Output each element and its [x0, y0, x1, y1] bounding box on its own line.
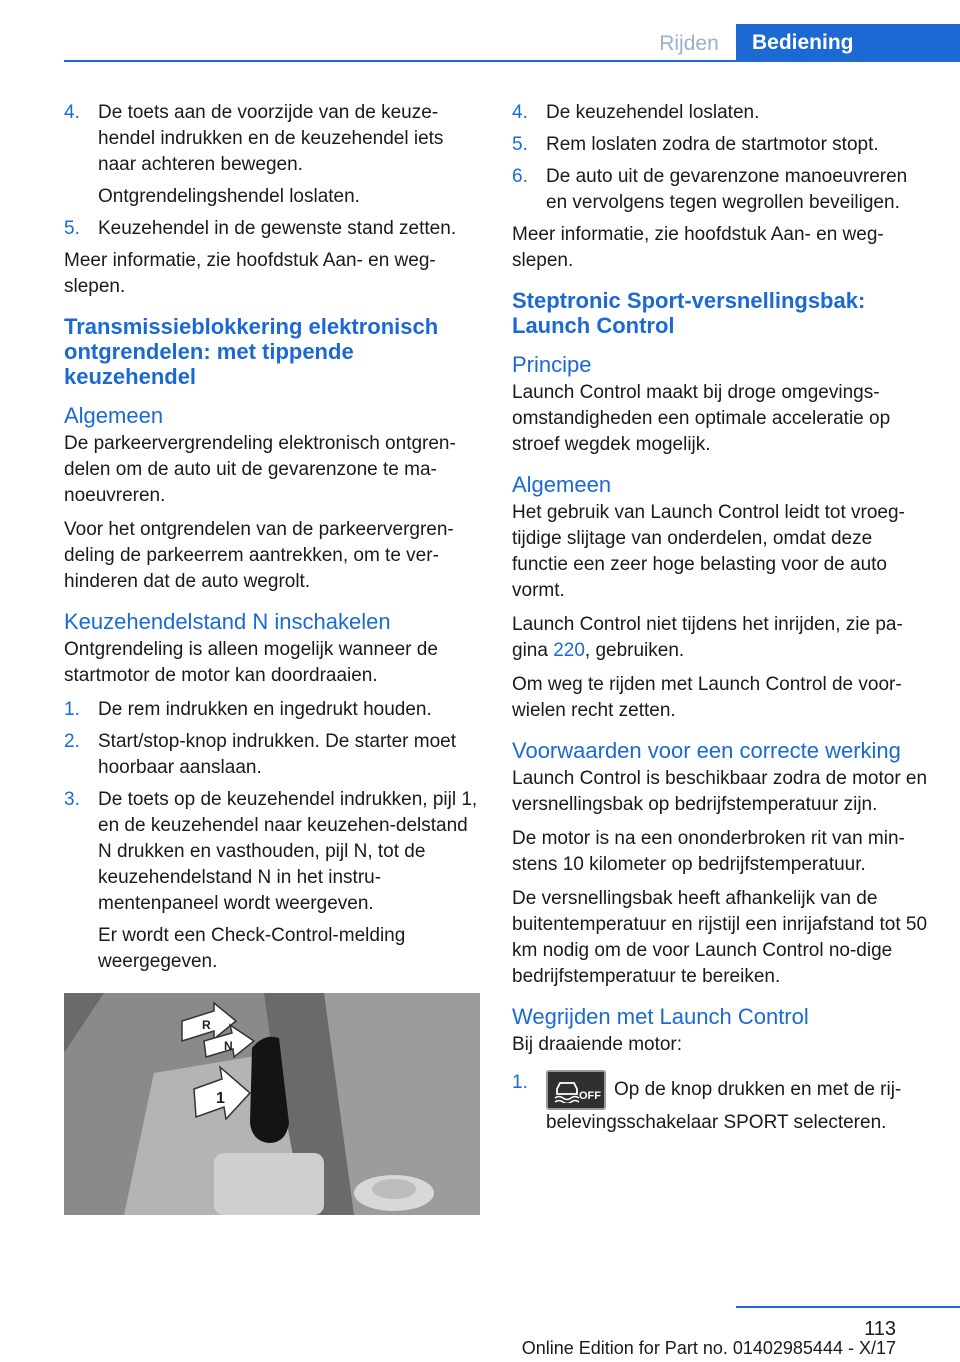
heading-transmissie: Transmissieblokkering elektronisch ontgrendelen: met tippende keuzehendel	[64, 314, 439, 389]
paragraph: De motor is na een ononderbroken rit van min-stens 10 kilometer op bedrijfstemperatuur.	[512, 828, 905, 875]
paragraph: De versnellingsbak heeft afhankelijk van de buitentemperatuur en rijstijl een inrijafstand tot 50 km nodig om de voor Launch Control no-dige bedrijfstemperatuur te bereiken.	[512, 888, 928, 987]
paragraph-more-info: Meer informatie, zie hoofdstuk Aan- en weg-slepen.	[512, 224, 884, 271]
page-link[interactable]: 220	[553, 640, 585, 661]
step-number: 4.	[64, 102, 80, 123]
step-text: Op de knop drukken en met de rij-belevingsschakelaar SPORT selecteren.	[546, 1079, 902, 1133]
paragraph: De parkeervergrendeling elektronisch ontgren-delen om de auto uit de gevarenzone te ma-noeuvreren.	[64, 433, 456, 506]
list-item	[512, 164, 932, 216]
page-header	[0, 24, 960, 62]
list-item	[64, 216, 484, 242]
tab-bediening[interactable]: Bediening	[736, 24, 960, 62]
paragraph-text: Launch Control niet tijdens het inrijden, zie pa-gina	[512, 614, 903, 661]
step-number: 1.	[512, 1072, 528, 1093]
step-text: De keuzehendel loslaten.	[546, 102, 760, 123]
left-column	[64, 100, 484, 1215]
step-number: 3.	[64, 789, 80, 810]
paragraph: Voor het ontgrendelen van de parkeervergren-deling de parkeerrem aantrekken, om te ver-hinderen dat de auto wegrolt.	[64, 519, 454, 592]
heading-principe: Principe	[512, 352, 592, 377]
heading-algemeen: Algemeen	[64, 403, 164, 428]
arrow-label-1: 1	[216, 1090, 225, 1107]
paragraph: Bij draaiende motor:	[512, 1034, 683, 1055]
car-skid-icon	[552, 1077, 582, 1103]
step-text: Start/stop-knop indrukken. De starter moet hoorbaar aanslaan.	[98, 731, 456, 778]
heading-keuzehendelstand: Keuzehendelstand N inschakelen	[64, 609, 391, 634]
heading-algemeen: Algemeen	[512, 472, 612, 497]
step-text: De auto uit de gevarenzone manoeuvreren en vervolgens tegen wegrollen beveiligen.	[546, 166, 908, 213]
paragraph: Het gebruik van Launch Control leidt tot vroeg-tijdige slijtage van onderdelen, omdat deze functie een zeer hoge belasting voor de auto vormt.	[512, 502, 905, 601]
step-number: 5.	[64, 218, 80, 239]
step-text: De toets op de keuzehendel indrukken, pijl 1, en de keuzehendel naar keuzehen-delstand N drukken en vasthouden, pijl N, tot de keuzehendelstand N in het instru-mentenpaneel wordt weergeven.	[98, 789, 478, 914]
off-label: OFF	[579, 1090, 601, 1102]
right-column	[512, 100, 932, 1142]
edition-text: Online Edition for Part no. 01402985444 - X/17	[521, 1338, 896, 1358]
gear-selector-illustration	[64, 993, 480, 1215]
paragraph-text: , gebruiken.	[584, 640, 685, 661]
list-item	[64, 100, 484, 210]
step-number: 6.	[512, 166, 528, 187]
paragraph-with-link	[512, 612, 932, 664]
arrow-label-r: R	[202, 1018, 211, 1032]
step-text: Ontgrendelingshendel loslaten.	[98, 186, 360, 207]
list-item	[64, 697, 484, 723]
list-item	[512, 132, 932, 158]
list-item	[64, 787, 484, 975]
dsc-off-button-icon	[546, 1070, 606, 1110]
step-number: 4.	[512, 102, 528, 123]
step-text: Rem loslaten zodra de startmotor stopt.	[546, 134, 879, 155]
footer-rule	[736, 1306, 960, 1308]
heading-wegrijden: Wegrijden met Launch Control	[512, 1004, 809, 1029]
step-text: De rem indrukken en ingedrukt houden.	[98, 699, 432, 720]
paragraph: Launch Control maakt bij droge omgevings-omstandigheden een optimale acceleratie op stroef wegdek mogelijk.	[512, 382, 891, 455]
page-number: 113	[864, 1318, 896, 1340]
page-footer	[0, 1306, 960, 1362]
step-text: Er wordt een Check-Control-melding weergegeven.	[98, 925, 406, 972]
paragraph: Ontgrendeling is alleen mogelijk wanneer de startmotor de motor kan doordraaien.	[64, 639, 438, 686]
paragraph: Launch Control is beschikbaar zodra de motor en versnellingsbak op bedrijfstemperatuur zijn.	[512, 768, 928, 815]
arrow-label-n: N	[224, 1039, 233, 1053]
list-item	[64, 729, 484, 781]
paragraph-more-info: Meer informatie, zie hoofdstuk Aan- en weg-slepen.	[64, 250, 436, 297]
heading-steptronic: Steptronic Sport-versnellingsbak: Launch Control	[512, 288, 866, 338]
heading-voorwaarden: Voorwaarden voor een correcte werking	[512, 738, 901, 763]
paragraph: Om weg te rijden met Launch Control de voor-wielen recht zetten.	[512, 674, 902, 721]
step-text: De toets aan de voorzijde van de keuze-hendel indrukken en de keuzehendel iets naar achteren bewegen.	[98, 102, 444, 175]
step-number: 2.	[64, 731, 80, 752]
gear-selector-photo	[64, 993, 480, 1215]
tab-rijden[interactable]: Rijden	[659, 32, 719, 55]
step-text: Keuzehendel in de gewenste stand zetten.	[98, 218, 457, 239]
list-item	[512, 1070, 932, 1136]
step-number: 5.	[512, 134, 528, 155]
list-item	[512, 100, 932, 126]
step-number: 1.	[64, 699, 80, 720]
